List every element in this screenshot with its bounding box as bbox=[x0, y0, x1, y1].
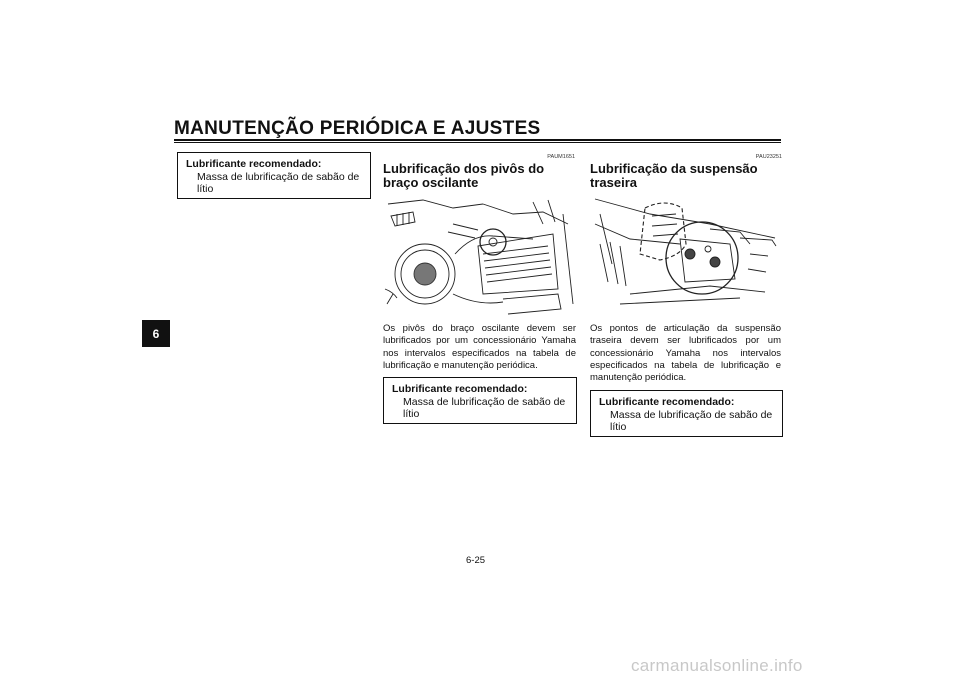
lubricant-box-text: Massa de lubrificação de sabão de lítio bbox=[403, 395, 566, 420]
section-body-swingarm: Os pivôs do braço oscilante devem ser lubrificados por um concessionário Yamaha nos intervalos especificados na tabela de lubrificação e manutenção periódica. bbox=[383, 323, 576, 371]
watermark: carmanualsonline.info bbox=[631, 656, 803, 675]
swingarm-pivot-illustration bbox=[383, 194, 576, 318]
section-code: PAU23251 bbox=[755, 154, 782, 160]
lubricant-box-col3 bbox=[590, 390, 783, 437]
page-title: MANUTENÇÃO PERIÓDICA E AJUSTES bbox=[174, 118, 541, 139]
lubricant-box-col1 bbox=[177, 152, 371, 199]
section-code: PAUM1651 bbox=[547, 154, 575, 160]
header-rule bbox=[174, 139, 781, 144]
lubricant-box-title: Lubrificante recomendado: bbox=[599, 396, 735, 408]
section-title-rear-suspension: Lubrificação da suspensão traseira bbox=[590, 161, 758, 190]
rear-suspension-illustration bbox=[590, 194, 783, 318]
page-number: 6-25 bbox=[466, 555, 486, 566]
lubricant-box-col2 bbox=[383, 377, 577, 424]
lubricant-box-title: Lubrificante recomendado: bbox=[392, 383, 528, 395]
lubricant-box-title: Lubrificante recomendado: bbox=[186, 158, 322, 170]
section-body-rear-suspension: Os pontos de articulação da suspensão traseira devem ser lubrificados por um concessionário Yamaha nos intervalos especificados na tabela de lubrificação e manutenção periódica. bbox=[590, 323, 781, 384]
lubricant-box-text: Massa de lubrificação de sabão de lítio bbox=[610, 408, 773, 433]
section-title-swingarm: Lubrificação dos pivôs do braço oscilante bbox=[383, 161, 545, 190]
chapter-tab: 6 bbox=[142, 320, 170, 347]
lubricant-box-text: Massa de lubrificação de sabão de lítio bbox=[197, 170, 360, 195]
